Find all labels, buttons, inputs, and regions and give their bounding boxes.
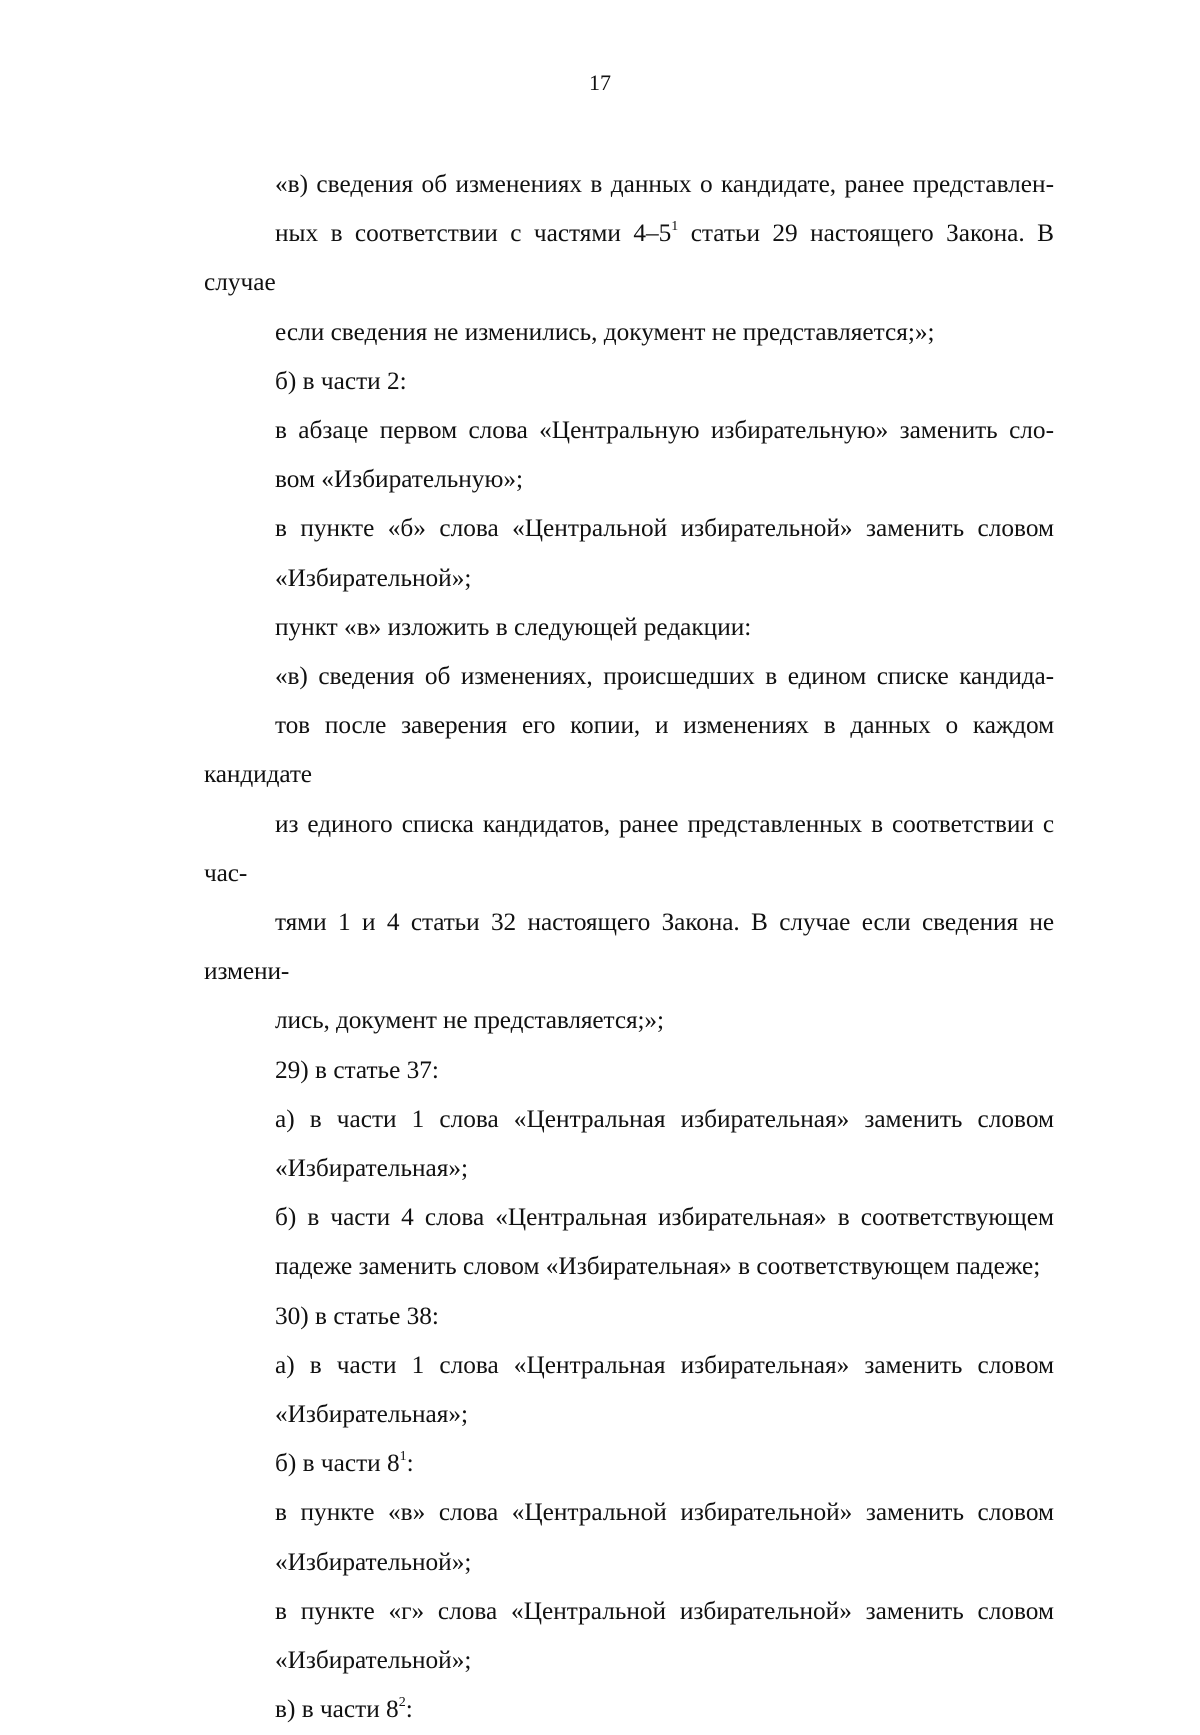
text-line: тями 1 и 4 статьи 32 настоящего Закона. В случае если сведения не измени-	[204, 908, 1054, 986]
text-line: «Избирательная»;	[275, 1400, 469, 1429]
text-run: :	[406, 1449, 414, 1478]
text-line: «Избирательной»;	[275, 563, 472, 592]
paragraph	[204, 603, 1054, 652]
text-line	[204, 209, 1054, 307]
text-line: 30) в статье 38:	[275, 1301, 439, 1330]
paragraph	[204, 1587, 1054, 1685]
text-line: «в) сведения об изменениях в данных о кандидате, ранее представлен-	[275, 170, 1054, 198]
paragraph	[204, 1488, 1054, 1586]
page-number: 17	[589, 70, 611, 95]
text-line	[204, 1439, 1054, 1488]
text-line: «Избирательная»;	[275, 1154, 469, 1183]
superscript: 2	[398, 1694, 406, 1710]
text-line: в абзаце первом слова «Центральную избирательную» заменить сло-	[275, 416, 1054, 445]
text-line: б) в части 4 слова «Центральная избирательная» в соответствующем	[275, 1203, 1054, 1232]
text-line: 29) в статье 37:	[275, 1055, 439, 1084]
text-line: в пункте «г» слова «Центральной избирательной» заменить словом	[275, 1596, 1054, 1625]
text-line: тов после заверения его копии, и изменениях в данных о каждом кандидате	[204, 711, 1054, 789]
text-run: в) в части 8	[275, 1695, 399, 1724]
paragraph	[204, 652, 1054, 1046]
text-line: «в) сведения об изменениях, происшедших в едином списке кандида-	[275, 662, 1054, 691]
paragraph	[204, 1193, 1054, 1291]
paragraph	[204, 504, 1054, 602]
text-line: в пункте «б» слова «Центральной избирательной» заменить словом	[275, 514, 1054, 543]
text-line: а) в части 1 слова «Центральная избирательная» заменить словом	[275, 1104, 1054, 1133]
text-line: «Избирательной»;	[275, 1646, 472, 1675]
paragraph	[204, 1341, 1054, 1439]
text-run: б) в части 8	[275, 1449, 400, 1478]
document-body	[204, 160, 1054, 1735]
text-run: ных в соответствии с частями 4–5	[275, 219, 672, 248]
text-line: пункт «в» изложить в следующей редакции:	[275, 612, 752, 641]
paragraph	[204, 1685, 1054, 1734]
paragraph	[204, 357, 1054, 406]
paragraph	[204, 1292, 1054, 1341]
paragraph	[204, 1046, 1054, 1095]
paragraph	[204, 1439, 1054, 1488]
text-line: падеже заменить словом «Избирательная» в соответствующем падеже;	[275, 1252, 1041, 1281]
text-line: б) в части 2:	[275, 366, 407, 395]
superscript: 1	[671, 218, 679, 234]
text-line: «Избирательной»;	[275, 1547, 472, 1576]
text-line: из единого списка кандидатов, ранее представленных в соответствии с час-	[204, 809, 1054, 887]
text-line: в пункте «в» слова «Центральной избирательной» заменить словом	[275, 1498, 1054, 1527]
paragraph	[204, 1095, 1054, 1193]
text-line: если сведения не изменились, документ не представляется;»;	[275, 317, 935, 346]
paragraph	[204, 406, 1054, 504]
text-run: статьи 29 настоящего Закона. В случае	[204, 219, 1054, 297]
text-line	[204, 1685, 1054, 1734]
superscript: 1	[399, 1448, 407, 1464]
text-line: а) в части 1 слова «Центральная избирательная» заменить словом	[275, 1350, 1054, 1379]
text-line: вом «Избирательную»;	[275, 465, 524, 494]
text-line: лись, документ не представляется;»;	[275, 1006, 664, 1035]
text-run: :	[405, 1695, 413, 1724]
paragraph	[204, 160, 1054, 357]
